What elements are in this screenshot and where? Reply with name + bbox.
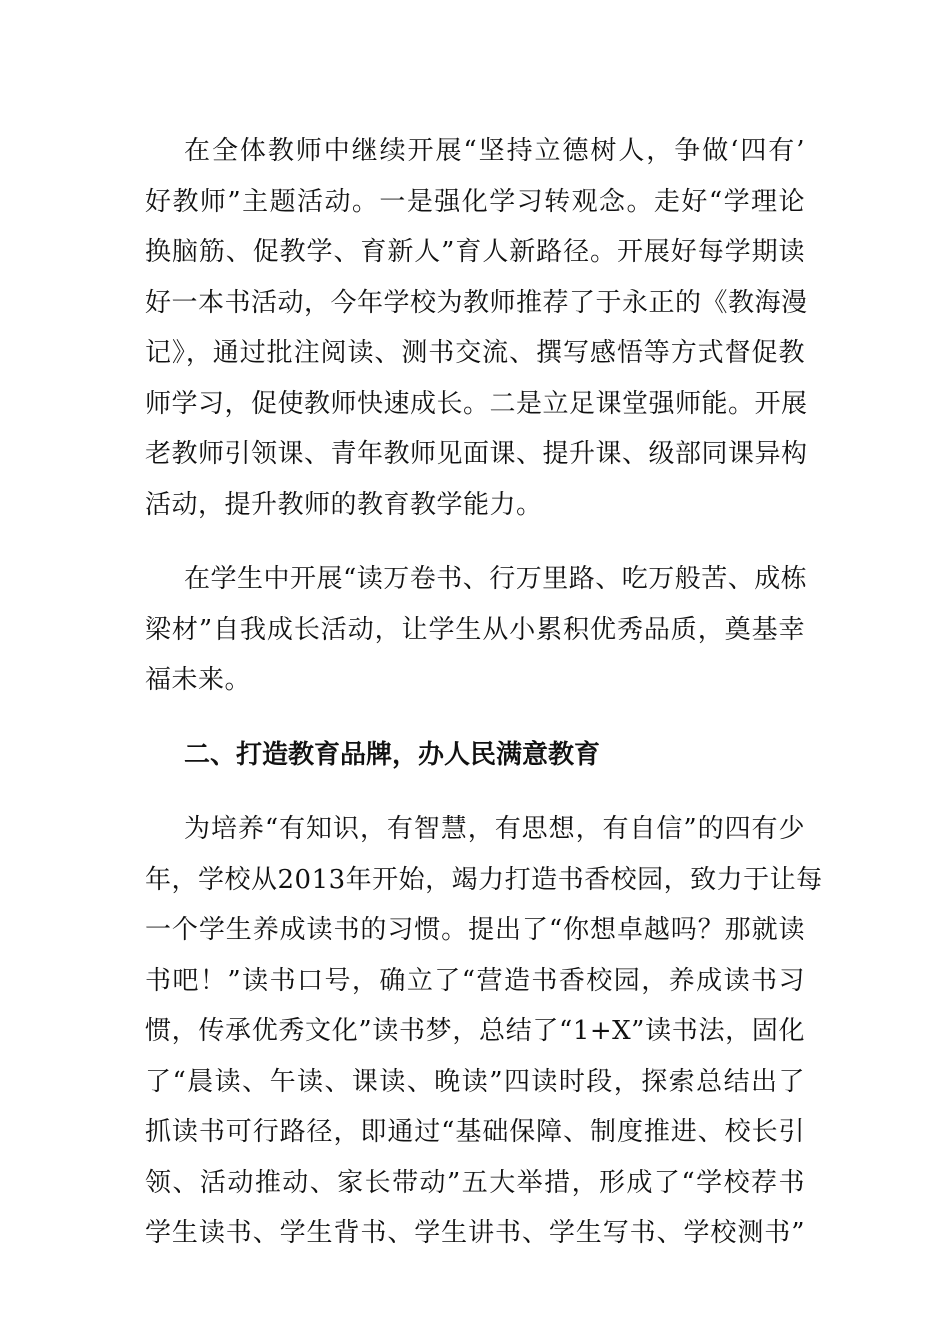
text-line: 在学生中开展“读万卷书、行万里路、吃万般苦、成栋 bbox=[184, 564, 808, 594]
text-line: 换脑筋、促教学、育新人”育人新路径。开展好每学期读 bbox=[145, 237, 805, 267]
text-line: 领、活动推动、家长带动”五大举措，形成了“学校荐书 bbox=[145, 1167, 805, 1198]
text-line: 在全体教师中继续开展“坚持立德树人，争做‘四有’ bbox=[184, 136, 805, 166]
text-line: 为培养“有知识，有智慧，有思想，有自信”的四有少 bbox=[184, 814, 805, 844]
paragraph-student-growth bbox=[145, 554, 808, 706]
text-line: 一个学生养成读书的习惯。提出了“你想卓越吗？那就读 bbox=[145, 915, 805, 945]
section-heading: 二、打造教育品牌，办人民满意教育 bbox=[184, 739, 601, 770]
paragraph-teacher-activities bbox=[145, 126, 808, 530]
text-line: 了“晨读、午读、课读、晚读”四读时段，探索总结出了 bbox=[145, 1066, 805, 1097]
text-line: 老教师引领课、青年教师见面课、提升课、级部同课异构 bbox=[145, 439, 808, 469]
text-line: 师学习，促使教师快速成长。二是立足课堂强师能。开展 bbox=[145, 388, 808, 419]
text-line: 好教师”主题活动。一是强化学习转观念。走好“学理论 bbox=[145, 186, 805, 217]
text-line: 抓读书可行路径，即通过“基础保障、制度推进、校长引 bbox=[145, 1117, 805, 1147]
text-line: 福未来。 bbox=[145, 665, 252, 695]
text-line: 梁材”自我成长活动，让学生从小累积优秀品质，奠基幸 bbox=[145, 614, 805, 645]
paragraph-gap bbox=[145, 780, 805, 804]
text-line: 惯，传承优秀文化”读书梦，总结了“1+X”读书法，固化 bbox=[145, 1016, 805, 1046]
text-line: 学生读书、学生背书、学生讲书、学生写书、学校测书” bbox=[145, 1218, 805, 1248]
text-line: 年，学校从2013年开始，竭力打造书香校园，致力于让每 bbox=[145, 864, 823, 895]
paragraph-gap bbox=[145, 706, 805, 730]
text-line: 记》，通过批注阅读、测书交流、撰写感悟等方式督促教 bbox=[145, 338, 805, 368]
text-line: 书吧！”读书口号，确立了“营造书香校园，养成读书习 bbox=[145, 965, 805, 996]
text-line: 好一本书活动，今年学校为教师推荐了于永正的《教海漫 bbox=[145, 287, 808, 318]
paragraph-reading-campus bbox=[145, 804, 823, 1259]
text-line: 活动，提升教师的教育教学能力。 bbox=[145, 489, 543, 520]
paragraph-gap bbox=[145, 530, 805, 554]
document-body bbox=[145, 126, 823, 1259]
